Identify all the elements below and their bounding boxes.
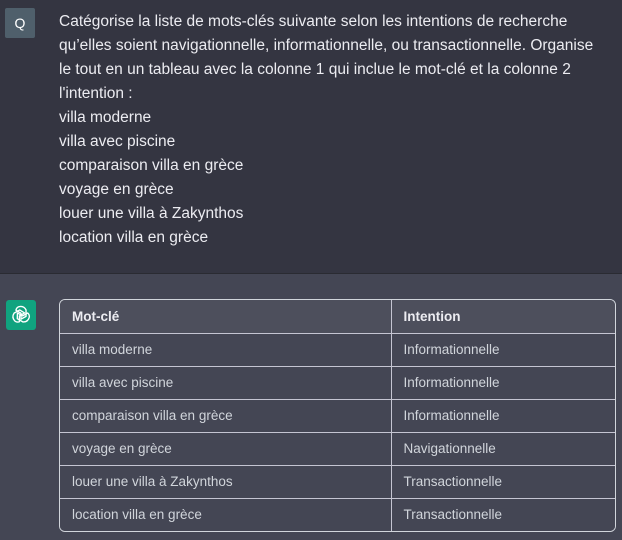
intent-cell: Transactionnelle <box>391 498 615 531</box>
user-message-line: qu’elles soient navigationnelle, informationnelle, ou transactionnelle. Organise <box>59 37 594 54</box>
column-header-keyword: Mot-clé <box>60 300 391 333</box>
intent-cell: Transactionnelle <box>391 465 615 498</box>
table-row <box>60 399 615 432</box>
user-message-line: l'intention : <box>59 85 133 102</box>
user-message-line: le tout en un tableau avec la colonne 1 qui inclue le mot-clé et la colonne 2 <box>59 61 571 78</box>
intent-cell: Informationnelle <box>391 333 615 366</box>
keyword-cell: voyage en grèce <box>60 432 391 465</box>
table-row <box>60 366 615 399</box>
keyword-cell: location villa en grèce <box>60 498 391 531</box>
keyword-cell: villa moderne <box>60 333 391 366</box>
user-message-line: location villa en grèce <box>59 229 209 246</box>
table-header-row <box>60 300 615 333</box>
openai-logo-icon <box>10 304 32 326</box>
assistant-message <box>0 274 622 540</box>
keyword-cell: comparaison villa en grèce <box>60 399 391 432</box>
user-message-line: villa moderne <box>59 109 152 126</box>
intent-cell: Navigationnelle <box>391 432 615 465</box>
user-message-line: comparaison villa en grèce <box>59 157 244 174</box>
user-message-line: Catégorise la liste de mots-clés suivante selon les intentions de recherche <box>59 13 568 30</box>
assistant-avatar <box>6 300 36 330</box>
keyword-cell: louer une villa à Zakynthos <box>60 465 391 498</box>
user-message-text <box>59 10 617 250</box>
intent-cell: Informationnelle <box>391 366 615 399</box>
intent-table <box>59 299 616 532</box>
column-header-intent: Intention <box>391 300 615 333</box>
intent-cell: Informationnelle <box>391 399 615 432</box>
table-row <box>60 465 615 498</box>
table-row <box>60 498 615 531</box>
table-row <box>60 432 615 465</box>
user-avatar: Q <box>5 8 35 38</box>
table-row <box>60 333 615 366</box>
keyword-cell: villa avec piscine <box>60 366 391 399</box>
user-message-line: voyage en grèce <box>59 181 174 198</box>
user-message-line: louer une villa à Zakynthos <box>59 205 244 222</box>
user-message-line: villa avec piscine <box>59 133 176 150</box>
